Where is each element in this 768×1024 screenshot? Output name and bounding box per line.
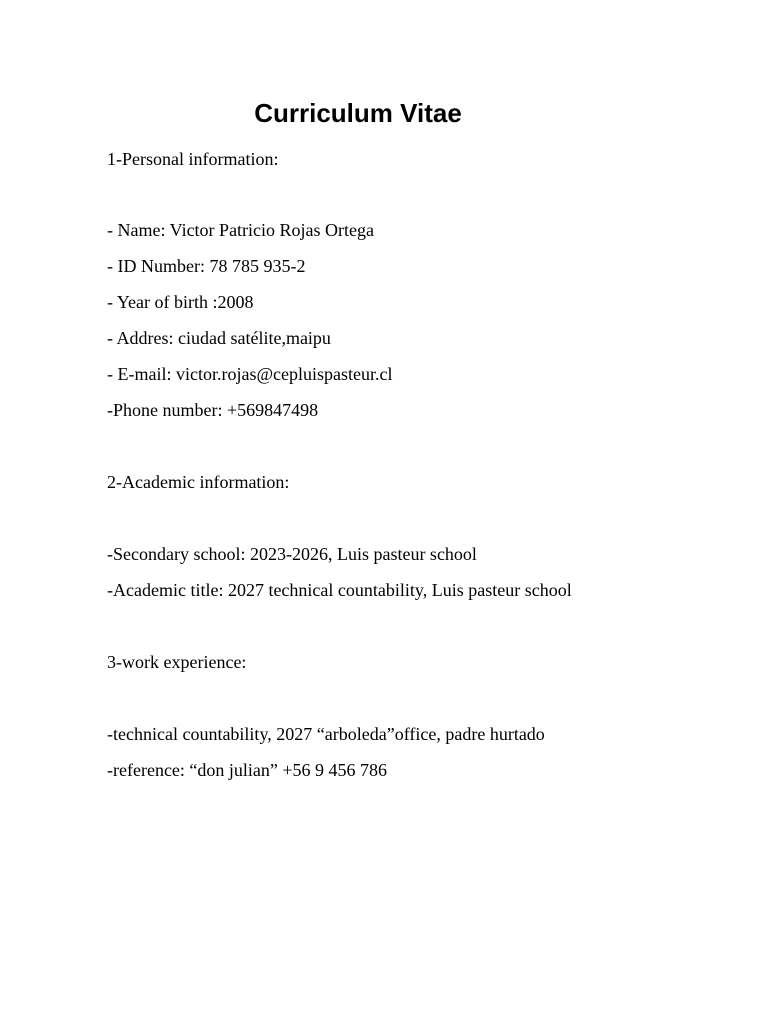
- personal-phone: -Phone number: +569847498: [107, 400, 319, 420]
- section-heading-academic: 2-Academic information:: [107, 472, 290, 492]
- work-reference: -reference: “don julian” +56 9 456 786: [107, 760, 388, 780]
- personal-name: - Name: Victor Patricio Rojas Ortega: [107, 220, 375, 240]
- section-heading-personal: 1-Personal information:: [107, 149, 279, 169]
- academic-secondary-school: -Secondary school: 2023-2026, Luis pasteur school: [107, 544, 477, 564]
- personal-year-of-birth: - Year of birth :2008: [107, 292, 254, 312]
- personal-email: - E-mail: victor.rojas@cepluispasteur.cl: [107, 364, 393, 384]
- work-job: -technical countability, 2027 “arboleda”office, padre hurtado: [107, 724, 545, 744]
- personal-id-number: - ID Number: 78 785 935-2: [107, 256, 306, 276]
- section-heading-work: 3-work experience:: [107, 652, 247, 672]
- document-title: Curriculum Vitae: [254, 98, 462, 128]
- academic-title: -Academic title: 2027 technical countability, Luis pasteur school: [107, 580, 572, 600]
- personal-address: - Addres: ciudad satélite,maipu: [107, 328, 331, 348]
